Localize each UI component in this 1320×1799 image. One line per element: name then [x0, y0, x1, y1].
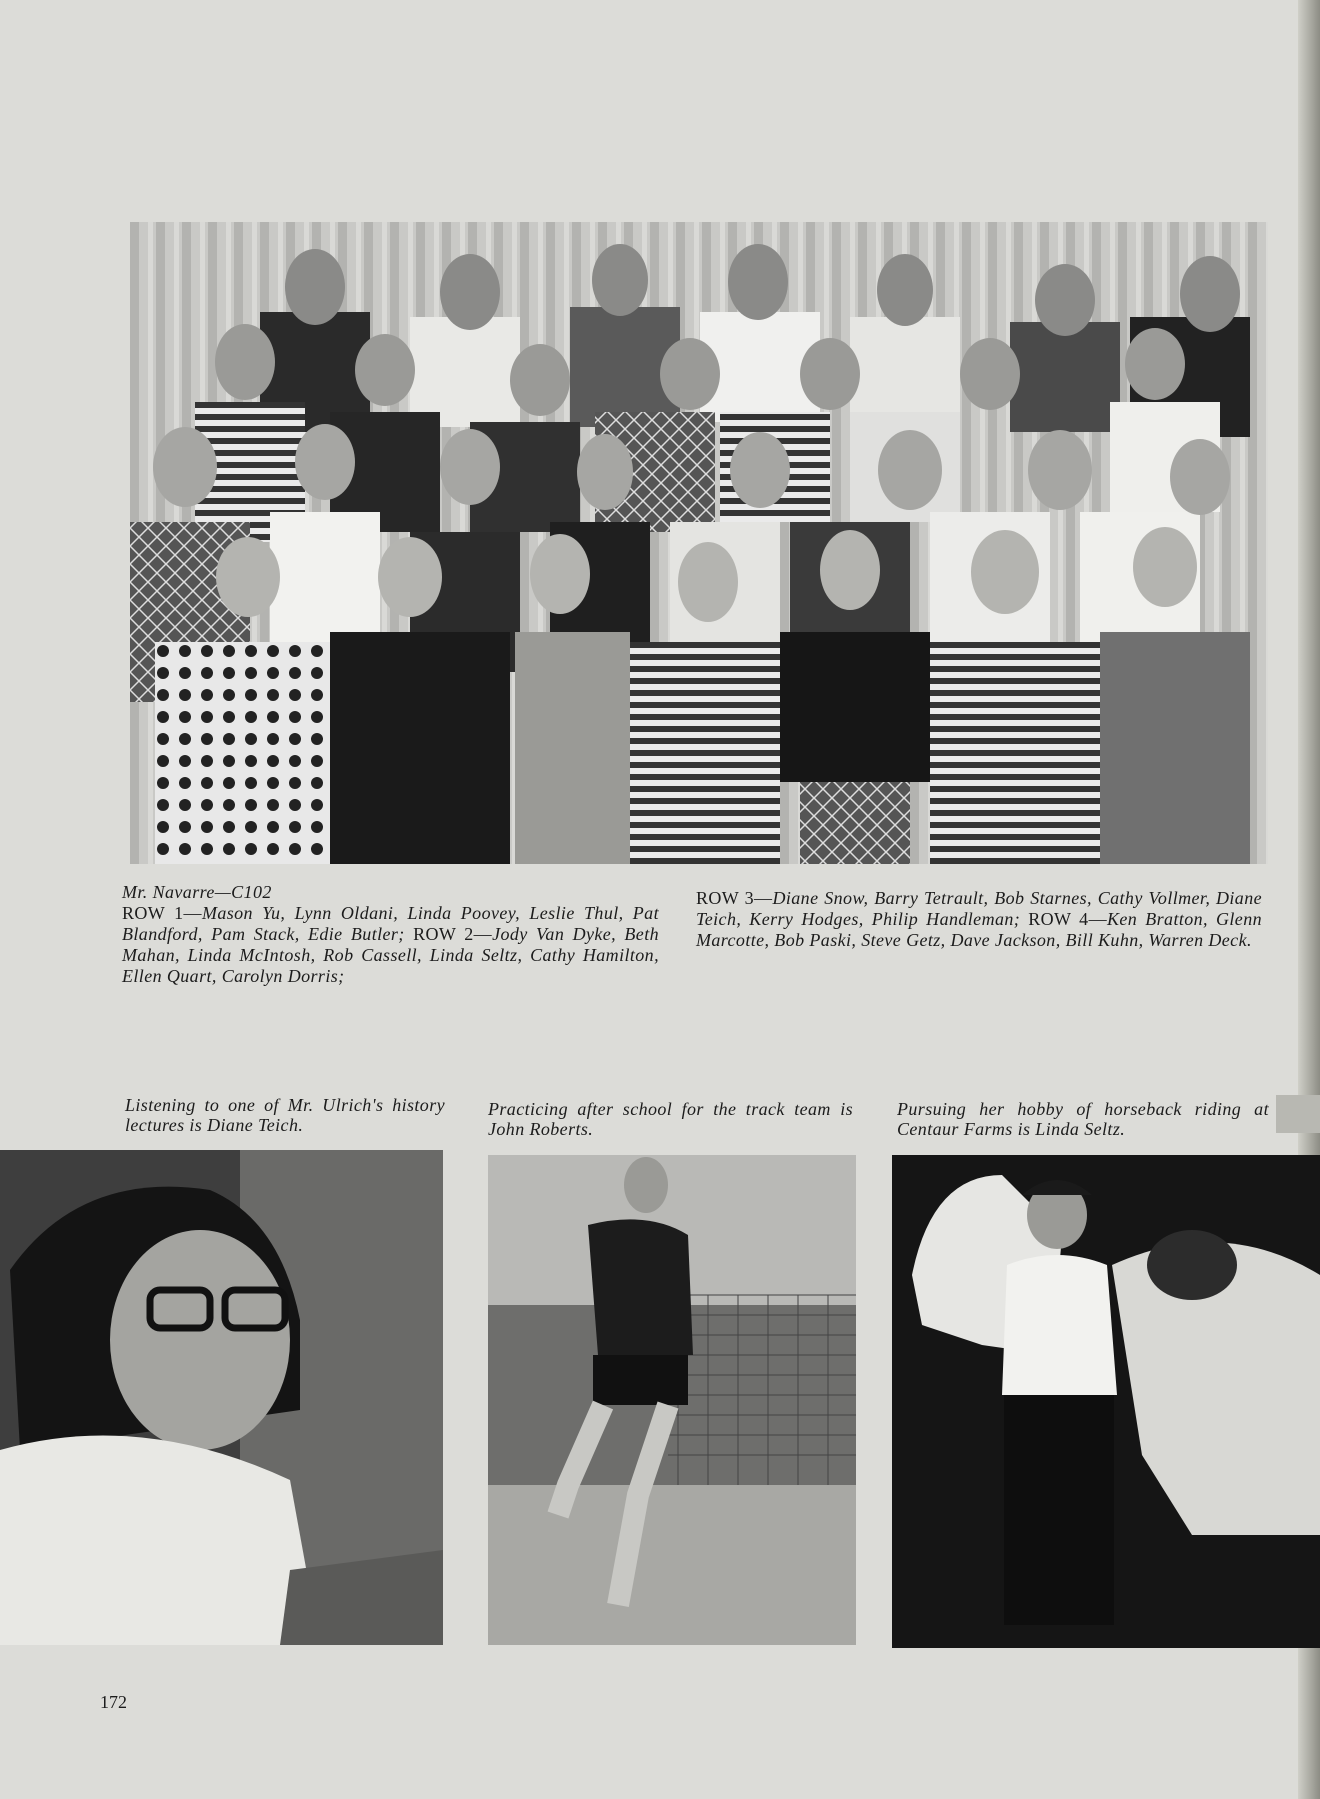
- page-number: 172: [100, 1692, 127, 1712]
- row-names: Ken Bratton, Glenn Marcotte, Bob Paski, Steve Getz, Dave Jackson, Bill Kuhn, Warren Deck.: [696, 909, 1262, 950]
- row-names: Jody Van Dyke, Beth Mahan, Linda McIntosh, Rob Cassell, Linda Seltz, Cathy Hamilton, Ellen Quart, Carolyn Dorris;: [122, 924, 659, 986]
- row-label: ROW 3—: [696, 888, 773, 908]
- class-photo-caption-right: [696, 888, 1262, 951]
- row-label: ROW 1—: [122, 903, 202, 923]
- teacher-room-label: Mr. Navarre—C102: [122, 882, 272, 902]
- candid-caption-teich: Listening to one of Mr. Ulrich's history lectures is Diane Teich.: [125, 1095, 445, 1135]
- candid-caption-seltz: Pursuing her hobby of horseback riding at Centaur Farms is Linda Seltz.: [897, 1099, 1269, 1139]
- row-names: Mason Yu, Lynn Oldani, Linda Poovey, Leslie Thul, Pat Blandford, Pam Stack, Edie Butler;: [122, 903, 659, 944]
- class-group-photo: [130, 222, 1268, 864]
- row-label: ROW 4—: [1028, 909, 1107, 929]
- candid-photo-teich: [0, 1150, 443, 1645]
- candid-caption-roberts: Practicing after school for the track team is John Roberts.: [488, 1099, 853, 1139]
- candid-photo-roberts: [488, 1155, 856, 1645]
- row-label: ROW 2—: [413, 924, 493, 944]
- candid-photo-seltz: [892, 1155, 1320, 1648]
- class-photo-caption-left: [122, 882, 659, 987]
- section-tab-marker: [1276, 1095, 1320, 1133]
- row-names: Diane Snow, Barry Tetrault, Bob Starnes, Cathy Vollmer, Diane Teich, Kerry Hodges, Philip Handleman;: [696, 888, 1262, 929]
